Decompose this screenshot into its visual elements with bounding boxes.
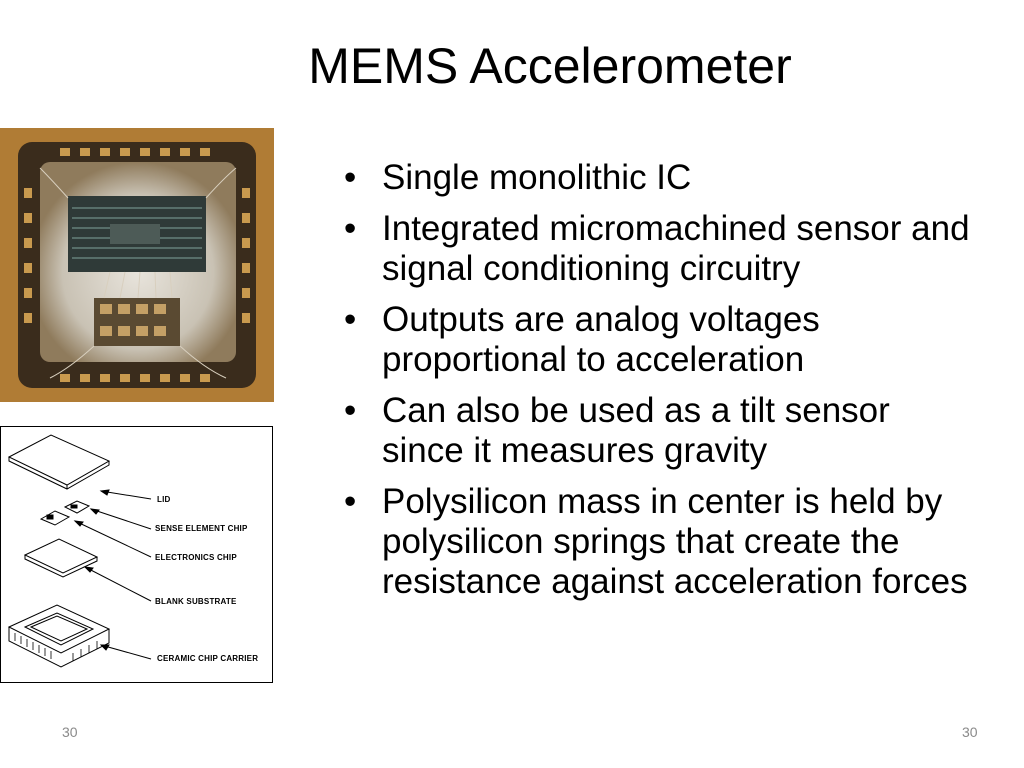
bullet-dot: • <box>344 300 357 339</box>
bullet-text: Single monolithic IC <box>382 158 692 197</box>
chip-photo <box>0 128 274 402</box>
label-electronics-chip: ELECTRONICS CHIP <box>155 553 237 562</box>
bullet-dot: • <box>344 158 357 197</box>
bullet-text: Integrated micromachined sensor and signal conditioning circuitry <box>382 209 970 288</box>
bullet-dot: • <box>344 391 357 430</box>
bullet-text: Outputs are analog voltages proportional to acceleration <box>382 300 820 379</box>
label-blank-substrate: BLANK SUBSTRATE <box>155 597 237 606</box>
page-number-right: 30 <box>962 724 978 740</box>
bullet-dot: • <box>344 482 357 521</box>
bullet-item <box>340 300 980 380</box>
bullet-item <box>340 158 980 198</box>
label-ceramic-chip-carrier: CERAMIC CHIP CARRIER <box>157 654 259 663</box>
slide-title: MEMS Accelerometer <box>308 38 792 94</box>
bullet-item <box>340 391 980 471</box>
bullet-list <box>340 158 980 613</box>
bullet-item <box>340 209 980 289</box>
label-lid: LID <box>157 495 171 504</box>
label-sense-element-chip: SENSE ELEMENT CHIP <box>155 524 248 533</box>
bullet-dot: • <box>344 209 357 248</box>
exploded-diagram <box>0 426 273 683</box>
bullet-text: Polysilicon mass in center is held by polysilicon springs that create the resistance against acceleration forces <box>382 482 968 601</box>
bullet-text: Can also be used as a tilt sensor since it measures gravity <box>382 391 890 470</box>
bullet-item <box>340 482 980 602</box>
page-number-left: 30 <box>62 724 78 740</box>
